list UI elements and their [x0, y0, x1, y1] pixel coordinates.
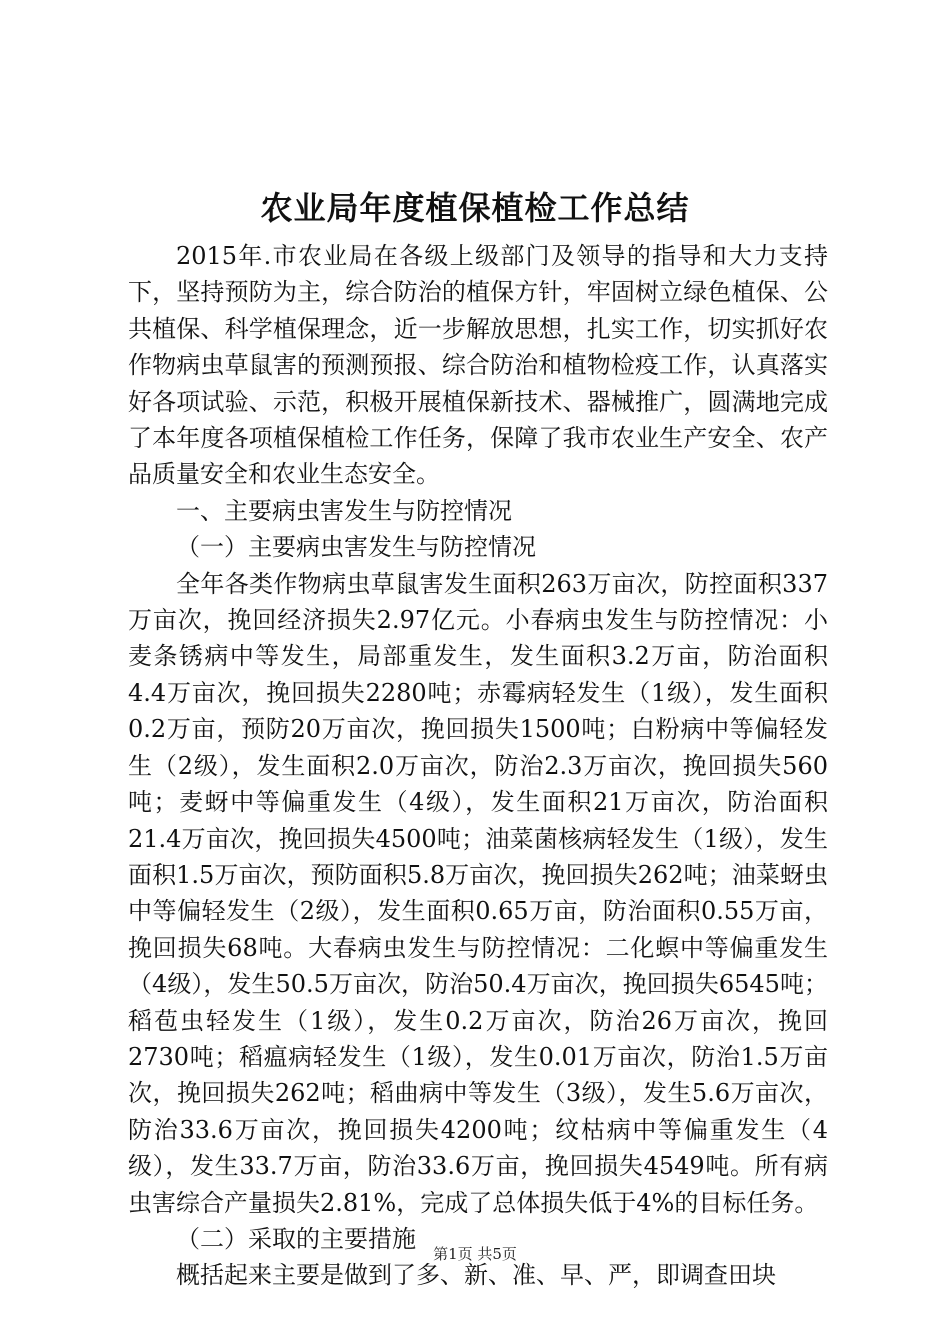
intro-paragraph: 2015年.市农业局在各级上级部门及领导的指导和大力支持下，坚持预防为主，综合防治的植保方针，牢固树立绿色植保、公共植保、科学植保理念，近一步解放思想，扎实工作，切实抓好农作物病虫草鼠害的预测预报、综合防治和植物检疫工作，认真落实好各项试验、示范，积极开展植保新技术、器械推广，圆满地完成了本年度各项植保植检工作任务，保障了我市农业生产安全、农产品质量安全和农业生态安全。 [128, 242, 828, 489]
document-title: 农业局年度植保植检工作总结 [260, 189, 690, 227]
statistics-paragraph: 全年各类作物病虫草鼠害发生面积263万亩次，防控面积337万亩次，挽回经济损失2.97亿元。小春病虫发生与防控情况：小麦条锈病中等发生，局部重发生，发生面积3.2万亩，防治面积4.4万亩次，挽回损失2280吨；赤霉病轻发生（1级），发生面积0.2万亩，预防20万亩次，挽回损失1500吨；白粉病中等偏轻发生（2级），发生面积2.0万亩次，防治2.3万亩次，挽回损失560吨；麦蚜中等偏重发生（4级），发生面积21万亩次，防治面积21.4万亩次，挽回损失4500吨；油菜菌核病轻发生（1级），发生面积1.5万亩次，预防面积5.8万亩次，挽回损失262吨；油菜蚜虫中等偏轻发生（2级），发生面积0.65万亩，防治面积0.55万亩，挽回损失68吨。大春病虫发生与防控情况：二化螟中等偏重发生（4级），发生50.5万亩次，防治50.4万亩次，挽回损失6545吨；稻苞虫轻发生（1级），发生0.2万亩次，防治26万亩次，挽回2730吨；稻瘟病轻发生（1级），发生0.01万亩次，防治1.5万亩次，挽回损失262吨；稻曲病中等发生（3级），发生5.6万亩次，防治33.6万亩次，挽回损失4200吨；纹枯病中等偏重发生（4级），发生33.7万亩，防治33.6万亩，挽回损失4549吨。所有病虫害综合产量损失2.81%，完成了总体损失低于4%的目标任务。 [128, 569, 828, 1217]
section-heading: 一、主要病虫害发生与防控情况 [176, 496, 512, 525]
subsection-heading: （二）采取的主要措施 [176, 1224, 416, 1253]
measures-paragraph: 概括起来主要是做到了多、新、准、早、严，即调查田块 [176, 1261, 776, 1290]
document-body [128, 238, 828, 1294]
page-number-footer: 第1页 共5页 [433, 1245, 517, 1263]
subsection-heading: （一）主要病虫害发生与防控情况 [176, 533, 536, 562]
